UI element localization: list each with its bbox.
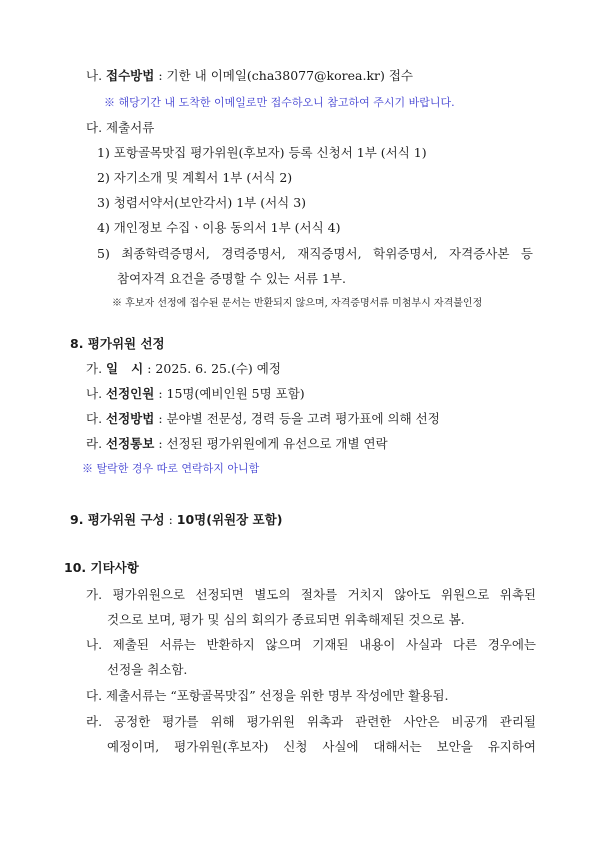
selection-date-label: 일 시 [106,361,144,376]
other-item-ga-line1: 가. 평가위원으로 선정되면 별도의 절차를 거치지 않아도 위원으로 위촉된 [86,587,536,602]
document-item-5-line2: 참여자격 요건을 증명할 수 있는 서류 1부. [117,271,346,286]
separator: : [154,411,167,426]
selection-count-line [86,386,305,402]
section-9-line [70,512,282,528]
separator: : [164,512,177,527]
item-prefix: 가. [86,361,107,376]
separator: : [154,386,167,401]
selection-count-label: 선정인원 [106,386,155,401]
selection-notice-line [86,436,388,452]
other-item-na-line1: 나. 제출된 서류는 반환하지 않으며 기재된 내용이 사실과 다른 경우에는 [86,637,536,652]
document-item-4: 4) 개인정보 수집ㆍ이용 동의서 1부 (서식 4) [97,220,341,235]
section-8-heading: 8. 평가위원 선정 [70,336,165,351]
selection-date-text: 2025. 6. 25.(수) 예정 [155,361,281,376]
selection-notice-label: 선정통보 [106,436,155,451]
document-item-2: 2) 자기소개 및 계획서 1부 (서식 2) [97,170,293,185]
document-item-5-line1: 5) 최종학력증명서, 경력증명서, 재직증명서, 학위증명서, 자격증사본 등 [97,246,533,261]
selection-method-label: 선정방법 [106,411,155,426]
other-item-ga-line2: 것으로 보며, 평가 및 심의 회의가 종료되면 위촉해제된 것으로 봄. [107,612,465,627]
other-item-ra-line2: 예정이며, 평가위원(후보자) 신청 사실에 대해서는 보안을 유지하여 [107,739,536,754]
submission-method-text: 기한 내 이메일(cha38077@korea.kr) 접수 [166,68,414,83]
separator: : [154,436,167,451]
documents-title: 다. 제출서류 [86,120,155,135]
section-10-heading: 10. 기타사항 [64,560,139,575]
other-item-da-line1: 다. 제출서류는 “포항골목맛집” 선정을 위한 명부 작성에만 활용됨. [86,688,449,703]
separator: : [154,68,167,83]
selection-date-line [86,361,281,377]
selection-notice-text: 선정된 평가위원에게 유선으로 개별 연락 [166,436,388,451]
selection-note: ※ 탈락한 경우 따로 연락하지 아니함 [82,462,260,475]
section-9-heading: 9. 평가위원 구성 [70,512,165,527]
submission-method-label: 접수방법 [106,68,155,83]
separator: : [143,361,156,376]
document-item-1: 1) 포항골목맛집 평가위원(후보자) 등록 신청서 1부 (서식 1) [97,145,427,160]
submission-method-line [86,68,413,84]
document-item-3: 3) 청렴서약서(보안각서) 1부 (서식 3) [97,195,307,210]
item-prefix: 나. [86,386,107,401]
other-item-na-line2: 선정을 취소함. [107,662,188,677]
documents-note: ※ 후보자 선정에 접수된 문서는 반환되지 않으며, 자격증명서류 미첨부시 자격불인정 [112,298,483,309]
selection-count-text: 15명(예비인원 5명 포함) [166,386,305,401]
item-prefix: 다. [86,411,107,426]
item-prefix: 나. [86,68,107,83]
selection-method-line [86,411,440,427]
selection-method-text: 분야별 전문성, 경력 등을 고려 평가표에 의해 선정 [166,411,440,426]
other-item-ra-line1: 라. 공정한 평가를 위해 평가위원 위촉과 관련한 사안은 비공개 관리될 [86,714,536,729]
submission-note: ※ 해당기간 내 도착한 이메일로만 접수하오니 참고하여 주시기 바랍니다. [104,96,455,109]
item-prefix: 라. [86,436,107,451]
section-9-value: 10명(위원장 포함) [176,512,283,527]
